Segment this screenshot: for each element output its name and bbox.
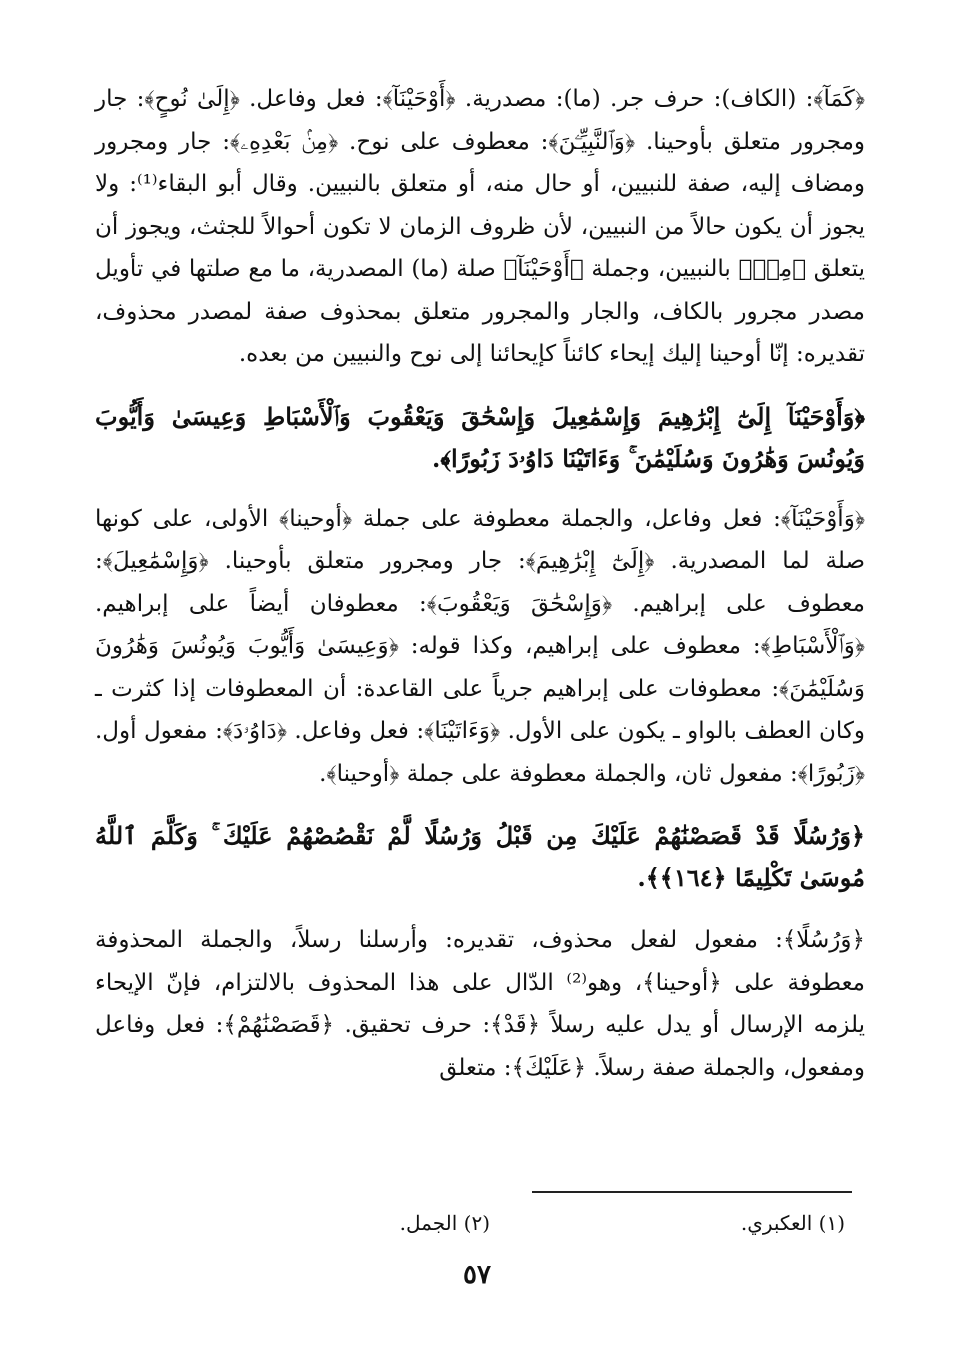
footnote-2: (٢) الجمل. — [399, 1211, 490, 1235]
page-body — [95, 78, 865, 1089]
quran-verse-163: ﴿وَأَوْحَيْنَآ إِلَىٰٓ إِبْرَٰهِيمَ وَإِسْمَٰعِيلَ وَإِسْحَٰقَ وَيَعْقُوبَ وَٱلْأَسْبَاطِ وَعِيسَىٰ وَأَيُّوبَ وَيُونُسَ وَهَٰرُونَ وَسُلَيْمَٰنَ ۚ وَءَاتَيْنَا دَاوُۥدَ زَبُورًا﴾. — [95, 401, 865, 473]
page-number: ٥٧ — [463, 1260, 491, 1290]
footnote-divider — [532, 1191, 852, 1193]
footnote-1: (١) العكبري. — [740, 1211, 845, 1235]
paragraph-awhayna: ﴿وَأَوْحَيْنَآ﴾: فعل وفاعل، والجملة معطوفة على جملة ﴿أوحينا﴾ الأولى، على كونها صلة لما المصدرية. ﴿إِلَىٰٓ إِبْرَٰهِيمَ﴾: جار ومجرور متعلق بأوحينا. ﴿وَإِسْمَٰعِيلَ﴾: معطوف على إبراهيم. ﴿وَإِسْحَٰقَ وَيَعْقُوبَ﴾: معطوفان أيضاً على إبراهيم. ﴿وَٱلْأَسْبَاطِ﴾: معطوف على إبراهيم، وكذا قوله: ﴿وَعِيسَىٰ وَأَيُّوبَ وَيُونُسَ وَهَٰرُونَ وَسُلَيْمَٰنَ﴾: معطوفات على إبراهيم جرياً على القاعدة: أن المعطوفات إذا كثرت ـ وكان العطف بالواو ـ يكون على الأول. ﴿وَءَاتَيْنَا﴾: فعل وفاعل. ﴿دَاوُۥدَ﴾: مفعول أول. ﴿زَبُورًا﴾: مفعول ثان، والجملة معطوفة على جملة ﴿أوحينا﴾. — [95, 505, 865, 787]
paragraph-rusulan: ﴿وَرُسُلًا﴾: مفعول لفعل محذوف، تقديره: وأرسلنا رسلاً، والجملة المحذوفة معطوفة على ﴿أوحينا﴾، وهو⁽²⁾ الدّال على هذا المحذوف بالالتزام، فإنّ الإيحاء يلزمه الإرسال أو يدل عليه رسلاً ﴿قَدْ﴾: حرف تحقيق. ﴿قَصَصْنَٰهُمْ﴾: فعل وفاعل ومفعول، والجملة صفة رسلاً. ﴿عَلَيْكَ﴾: متعلق — [95, 927, 865, 1081]
paragraph-kama: ﴿كَمَآ﴾: (الكاف): حرف جر. (ما): مصدرية. ﴿أَوْحَيْنَآ﴾: فعل وفاعل. ﴿إِلَىٰ نُوحٍ﴾: جار ومجرور متعلق بأوحينا. ﴿وَٱلنَّبِيِّـۧنَ﴾: معطوف على نوح. ﴿مِنۢ بَعْدِهِۦ﴾: جار ومجرور ومضاف إليه، صفة للنبيين، أو حال منه، أو متعلق بالنبيين. وقال أبو البقاء⁽¹⁾: ولا يجوز أن يكون حالاً من النبيين، لأن ظروف الزمان لا تكون أحوالاً للجثث، ويجوز أن يتعلق ﴿مِنۢ﴾ بالنبيين، وجملة ﴿أَوْحَيْنَآ﴾ صلة (ما) المصدرية، ما مع صلتها في تأويل مصدر مجرور بالكاف، والجار والمجرور متعلق بمحذوف صفة لمصدر محذوف، تقديره: إنّا أوحينا إليك إيحاء كائناً كإيحائنا إلى نوح والنبيين من بعده. — [95, 86, 865, 367]
quran-verse-164: ﴿وَرُسُلًا قَدْ قَصَصْنَٰهُمْ عَلَيْكَ مِن قَبْلُ وَرُسُلًا لَّمْ نَقْصُصْهُمْ عَلَيْكَ ۚ وَكَلَّمَ ٱللَّهُ مُوسَىٰ تَكْلِيمًا ﴿١٦٤﴾﴾. — [95, 821, 865, 892]
